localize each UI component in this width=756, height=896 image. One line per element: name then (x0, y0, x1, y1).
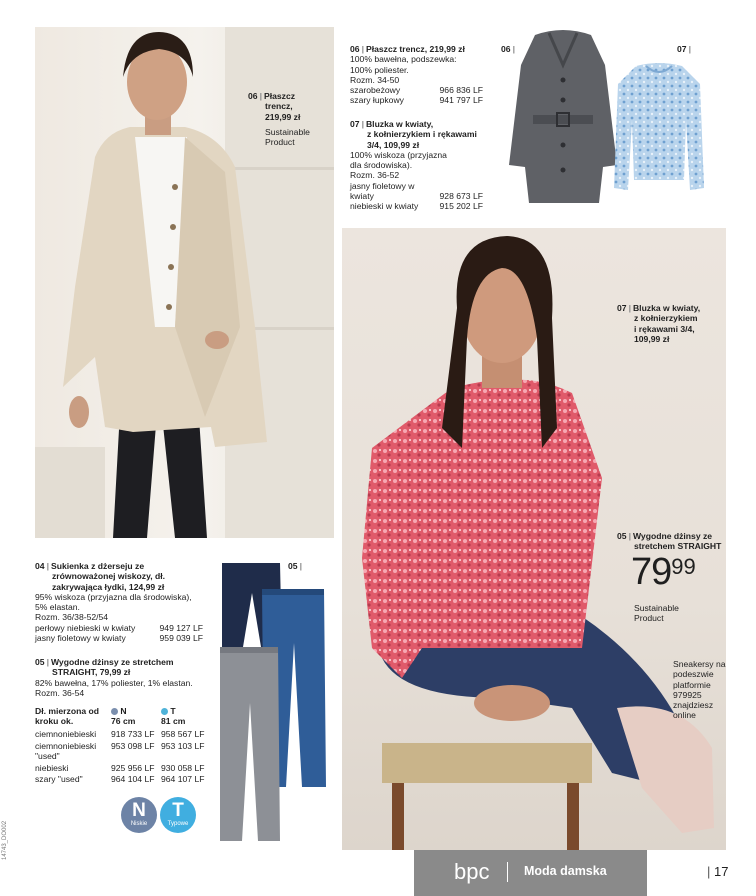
title-line: Bluzka w kwiaty, (632, 303, 701, 313)
page-number: | 17 (707, 864, 729, 879)
badge-line: Sustainable (634, 602, 679, 613)
coat-desc-title: 06 | Płaszcz trencz, 219,99 zł (350, 44, 465, 54)
blouse-description (350, 119, 483, 212)
label-line: "used" (35, 751, 60, 762)
dot-t-icon (161, 708, 168, 715)
variant-row (350, 95, 483, 105)
title-line: i rękawami 3/4, (634, 323, 695, 334)
variant-code: 928 673 LF (439, 191, 483, 202)
title-line: zakrywająca łydki, 124,99 zł (52, 581, 165, 592)
brand-logo-text: bpc (454, 859, 490, 884)
title-line: 219,99 zł (265, 111, 301, 122)
title-line: z kołnierzykiem i rękawami (367, 129, 477, 140)
note-line: platformie (673, 679, 711, 690)
row-label: niebieski (35, 763, 69, 774)
coat-material: 100% bawełna, podszewka: (350, 54, 457, 65)
blouse-material: 100% wiskoza (przyjazna (350, 149, 447, 160)
col-length: 81 cm (161, 716, 186, 727)
jeans-material: 82% bawełna, 17% poliester, 1% elastan. (35, 677, 193, 688)
jeans-description (35, 657, 203, 698)
variant-row (350, 85, 483, 95)
title-line: Bluzka w kwiaty, (365, 119, 434, 129)
badge-letter: N (132, 800, 146, 821)
variant-name: jasny fioletowy w kwiaty (35, 633, 126, 644)
item-number: 05 (617, 531, 627, 541)
variant-name: niebieski w kwiaty (350, 201, 419, 212)
table-row (35, 774, 205, 784)
blouse-material: dla środowiska). (350, 160, 413, 171)
variant-name: szary łupkowy (350, 95, 404, 106)
blouse-product-label: 07 | (677, 44, 691, 54)
coat-product-label: 06 | (501, 44, 515, 54)
variant-code: 949 127 LF (159, 622, 203, 633)
footer-divider (507, 862, 508, 882)
fit-badge-t (160, 797, 196, 833)
badge-line: Product (265, 137, 295, 148)
row-code-n: 964 104 LF (111, 773, 155, 784)
badge-letter: T (172, 800, 184, 821)
variant-row (350, 201, 483, 211)
table-header (35, 706, 205, 727)
catalog-code: 14743_DO002 (2, 820, 8, 860)
price-main: 79 (631, 550, 672, 593)
col-length: 76 cm (111, 716, 136, 727)
row-code-t: 953 103 LF (161, 740, 205, 751)
col-name: N (120, 706, 127, 716)
title-line: 109,99 zł (634, 333, 670, 344)
badge-line: Product (634, 612, 664, 623)
title-line: zrównoważonej wiskozy, dł. (52, 571, 166, 582)
note-line: 979925 (673, 689, 702, 700)
section-title: Moda damska (524, 864, 607, 878)
coat-photo-callout (248, 91, 328, 147)
price-cents: 99 (671, 553, 696, 579)
row-label: szary "used" (35, 773, 83, 784)
dot-n-icon (111, 708, 118, 715)
variant-row (350, 191, 483, 201)
row-code-t: 958 567 LF (161, 728, 205, 739)
item-number: 05 (288, 561, 298, 571)
row-code-t: 930 058 LF (161, 763, 205, 774)
note-line: podeszwie (673, 669, 714, 680)
variant-row (35, 633, 203, 643)
coat-description (350, 44, 483, 106)
sustainable-badge-text (617, 603, 725, 624)
blouse-product-image (614, 60, 704, 192)
item-number: 07 (617, 303, 627, 313)
variant-code: 959 039 LF (159, 633, 203, 644)
dress-desc-title: 04 | Sukienka z dżerseju ze zrównoważonej wiskozy, dł. zakrywająca łydki, 124,99 zł (35, 561, 166, 592)
item-number: 06 (248, 91, 258, 101)
title-line: z kołnierzykiem (634, 313, 698, 324)
variant-row (35, 623, 203, 633)
row-code-n: 918 733 LF (111, 728, 155, 739)
blouse-photo-callout: 07 | Bluzka w kwiaty, z kołnierzykiem i rękawami 3/4, 109,99 zł (617, 303, 701, 344)
coat-material: 100% poliester. (350, 64, 409, 75)
label-line: ciemnoniebieski (35, 740, 97, 751)
title-line: trencz, (265, 101, 293, 112)
title-line: 3/4, 109,99 zł (367, 139, 420, 150)
fit-badge-n (121, 797, 157, 833)
item-number: 04 (35, 561, 45, 571)
table-col-n (111, 706, 161, 727)
footer-bar (414, 850, 647, 896)
dress-material: 5% elastan. (35, 602, 80, 613)
table-header-label (35, 706, 111, 727)
row-code-n: 925 956 LF (111, 763, 155, 774)
row-label (35, 741, 111, 762)
dress-material: 95% wiskoza (przyjazna dla środowiska), (35, 591, 192, 602)
coat-sizes: Rozm. 34-50 (350, 74, 400, 85)
variant-code: 941 797 LF (439, 95, 483, 106)
jeans-desc-title: 05 | Wygodne dżinsy ze stretchem STRAIGHT, 79,99 zł (35, 657, 174, 678)
variant-name: kwiaty (350, 191, 374, 202)
jeans-photo-callout (617, 531, 725, 623)
jeans-sizes: Rozm. 36-54 (35, 687, 85, 698)
header-line: kroku ok. (35, 716, 74, 727)
variant-code: 966 836 LF (439, 85, 483, 96)
jeans-product-image (218, 563, 330, 853)
title-line: Wygodne dżinsy ze stretchem (50, 657, 174, 667)
item-number: 06 (350, 44, 360, 54)
blouse-desc-title: 07 | Bluzka w kwiaty, z kołnierzykiem i rękawami 3/4, 109,99 zł (350, 119, 477, 150)
page-number-text: 17 (714, 864, 729, 879)
row-code-n: 953 098 LF (111, 740, 155, 751)
col-name: T (170, 706, 176, 716)
badge-text: Niskie (130, 821, 148, 827)
variant-name: perłowy niebieski w kwiaty (35, 622, 136, 633)
item-number: 07 (350, 119, 360, 129)
jeans-length-table (35, 706, 205, 784)
jeans-callout-title: 05 | Wygodne dżinsy ze stretchem STRAIGHT (617, 531, 722, 552)
table-col-t (161, 706, 205, 727)
title-line: Wygodne dżinsy ze (632, 531, 713, 541)
table-row (35, 729, 205, 739)
dress-sizes: Rozm. 36/38-52/54 (35, 612, 109, 623)
blouse-sizes: Rozm. 36-52 (350, 170, 400, 181)
badge-text: Typowe (167, 821, 189, 827)
item-number: 07 (677, 44, 687, 54)
variant-name: szarobeżowy (350, 85, 401, 96)
row-code-t: 964 107 LF (161, 773, 205, 784)
title-line: Sukienka z dżerseju ze (50, 561, 145, 571)
coat-photo-title: 06 | Płaszcz trencz, 219,99 zł (248, 91, 301, 122)
sneaker-note (673, 659, 733, 721)
table-row (35, 741, 205, 762)
title-text: Płaszcz trencz, 219,99 zł (365, 44, 465, 54)
item-number: 05 (35, 657, 45, 667)
title-line: stretchem STRAIGHT (634, 541, 722, 552)
note-line: Sneakersy na (673, 659, 726, 669)
table-row (35, 763, 205, 773)
item-number: 06 (501, 44, 511, 54)
title-line: Płaszcz (263, 91, 296, 101)
badge-line: Sustainable (265, 126, 310, 137)
dress-description (35, 561, 203, 643)
sustainable-badge-text (248, 127, 328, 148)
row-label: ciemnoniebieski (35, 728, 97, 739)
variant-code: 915 202 LF (439, 201, 483, 212)
title-line: STRAIGHT, 79,99 zł (52, 667, 131, 678)
variant-name: jasny fioletowy w (350, 180, 415, 191)
coat-product-image (505, 25, 621, 205)
note-line: online (673, 710, 696, 721)
header-line: Dł. mierzona od (35, 706, 99, 716)
jeans-product-label: 05 | (288, 561, 302, 571)
note-line: znajdziesz (673, 700, 714, 711)
jeans-price (617, 550, 725, 599)
